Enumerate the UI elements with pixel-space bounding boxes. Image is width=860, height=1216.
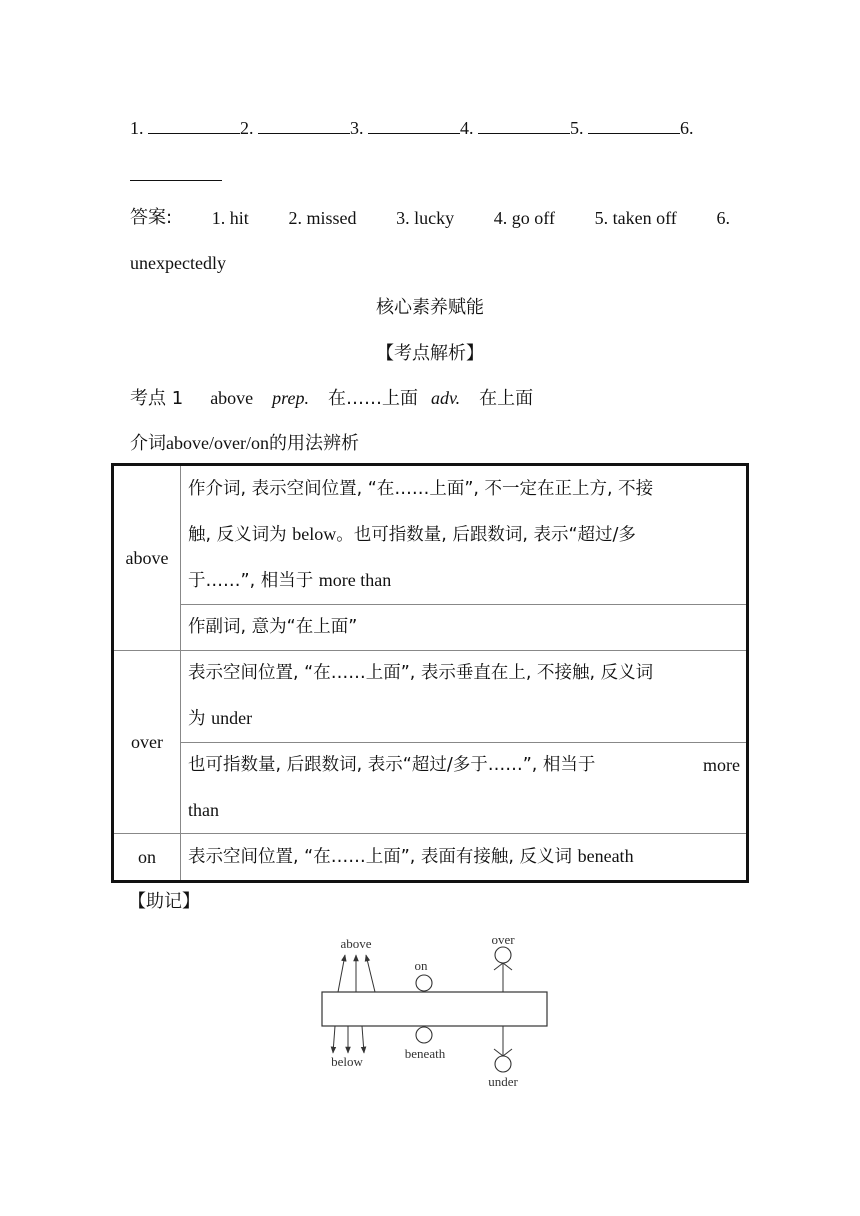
point-meaning-adv: 在上面 <box>479 388 534 409</box>
blank-line-6 <box>130 180 222 181</box>
word-cell-over: over <box>113 651 181 834</box>
above-arrow <box>366 955 375 992</box>
blank-number: 6. <box>680 118 694 138</box>
word-cell-above: above <box>113 465 181 651</box>
desc-line: 表示空间位置, “在……上面”, 表示垂直在上, 不接触, 反义词 <box>188 663 654 683</box>
over-figure-head <box>495 947 511 963</box>
desc-line <box>188 743 740 788</box>
table-heading-suffix: 的用法辨析 <box>268 433 359 454</box>
blank-line <box>148 117 240 134</box>
blank-line <box>588 117 680 134</box>
word-cell-on: on <box>113 834 181 882</box>
blank-line <box>478 117 570 134</box>
below-arrow <box>362 1026 364 1053</box>
above-arrow <box>338 955 345 992</box>
desc-line <box>188 558 740 604</box>
surface-bar <box>322 992 547 1026</box>
answer-item: 5. taken off <box>594 208 677 228</box>
desc-word: more <box>703 755 740 775</box>
below-arrow <box>333 1026 335 1053</box>
desc-text: 。也可指数量, 后跟数词, 表示“超过/多 <box>336 524 636 545</box>
over-figure-arm <box>503 963 512 970</box>
table-heading <box>130 431 359 456</box>
answer-item: 4. go off <box>493 208 555 228</box>
on-circle <box>416 975 432 991</box>
desc-text: 于……”, 相当于 <box>188 570 314 591</box>
answer-continuation: unexpectedly <box>130 253 226 273</box>
over-figure-arm <box>494 963 503 970</box>
preposition-diagram <box>0 928 860 1098</box>
answer-item: 1. hit <box>211 208 249 228</box>
beneath-circle <box>416 1027 432 1043</box>
desc-cell-over-position <box>181 651 748 743</box>
desc-line <box>188 696 740 742</box>
exercise-blanks <box>130 116 694 140</box>
desc-text: 表示空间位置, “在……上面”, 表面有接触, 反义词 <box>188 847 573 867</box>
usage-table <box>111 463 749 883</box>
blank-number: 3. <box>350 118 364 138</box>
table-heading-prefix: 介词 <box>130 433 166 454</box>
desc-cell-above-adv: 作副词, 意为“在上面” <box>181 605 748 651</box>
answer-item: 3. lucky <box>396 208 455 228</box>
label-beneath: beneath <box>404 1046 446 1061</box>
blank-line <box>258 117 350 134</box>
point-label: 考点 1 <box>130 388 184 409</box>
desc-text: 触, 反义词为 <box>188 524 287 545</box>
section-title: 核心素养赋能 <box>376 297 484 318</box>
label-above: above <box>340 936 372 951</box>
desc-line: than <box>188 800 219 820</box>
blank-number: 1. <box>130 118 144 138</box>
point-heading <box>130 386 533 411</box>
subsection-title: 【考点解析】 <box>376 343 484 364</box>
blank-number: 4. <box>460 118 474 138</box>
desc-text: 也可指数量, 后跟数词, 表示“超过/多于……”, 相当于 <box>188 755 596 775</box>
desc-cell-over-quantity <box>181 743 748 834</box>
desc-cell-above-prep <box>181 465 748 605</box>
mnemonic-label: 【助记】 <box>128 891 200 912</box>
answer-label: 答案: <box>130 207 173 228</box>
label-over: over <box>491 932 515 947</box>
point-word: above <box>210 388 254 408</box>
under-figure-head <box>495 1056 511 1072</box>
label-below: below <box>331 1054 363 1069</box>
label-under: under <box>488 1074 518 1089</box>
desc-word: beneath <box>577 846 634 866</box>
desc-word: more than <box>318 569 392 590</box>
answer-item: 6. <box>716 208 730 228</box>
desc-text: 为 <box>188 709 206 729</box>
desc-line: 作介词, 表示空间位置, “在……上面”, 不一定在正上方, 不接 <box>188 478 654 499</box>
blank-line <box>368 117 460 134</box>
point-meaning-prep: 在……上面 <box>328 388 418 409</box>
blank-number: 5. <box>570 118 584 138</box>
point-pos-adv: adv. <box>431 388 461 408</box>
desc-word: under <box>211 708 253 728</box>
answer-line <box>130 206 730 230</box>
answer-item: 2. missed <box>288 208 357 228</box>
table-heading-words: above/over/on <box>166 433 269 453</box>
desc-line <box>188 512 740 558</box>
under-figure-arm <box>503 1049 512 1056</box>
desc-word: below <box>292 523 337 544</box>
blank-number: 2. <box>240 118 254 138</box>
label-on: on <box>414 958 428 973</box>
desc-cell-on <box>181 834 748 882</box>
point-pos-prep: prep. <box>272 388 309 408</box>
under-figure-arm <box>494 1049 503 1056</box>
